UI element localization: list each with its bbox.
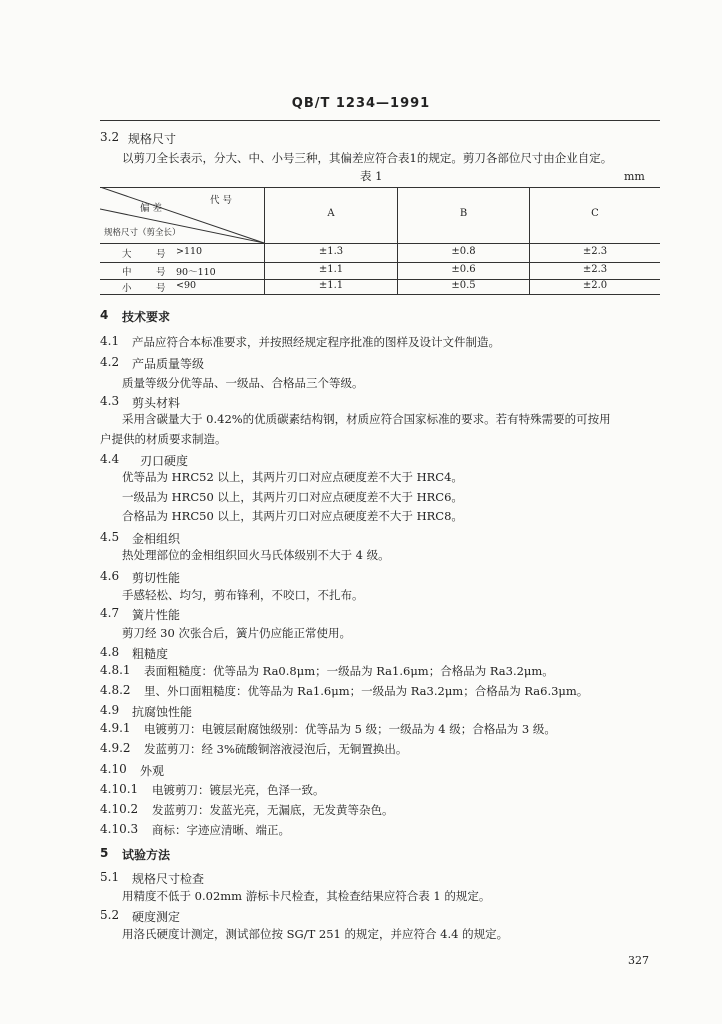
table-cell: ±2.3: [582, 264, 608, 275]
table-cell: ±0.8: [451, 246, 476, 257]
s44-line3: 合格品为 HRC50 以上，其两片刃口对应点硬度差不大于 HRC8。: [122, 509, 463, 523]
s51-title: 规格尺寸检查: [132, 872, 205, 886]
table-title: 表 1: [360, 169, 383, 183]
s42-title: 产品质量等级: [132, 357, 205, 371]
s45-title: 金相组织: [132, 532, 181, 546]
s43-title: 剪头材料: [132, 396, 181, 410]
s46-text: 手感轻松、均匀，剪布锋利，不咬口，不扎布。: [122, 588, 364, 602]
s47-title: 簧片性能: [132, 608, 181, 622]
s4101-num: 4.10.1: [100, 782, 139, 796]
s52-num: 5.2: [100, 908, 120, 922]
s51-text: 用精度不低于 0.02mm 游标卡尺检查，其检查结果应符合表 1 的规定。: [122, 889, 491, 903]
table-row-range: <90: [176, 280, 197, 291]
sec32-title: 规格尺寸: [128, 132, 177, 146]
s49-num: 4.9: [100, 703, 120, 717]
page-number: 327: [628, 954, 649, 967]
s492-num: 4.9.2: [100, 741, 131, 755]
table-header-size: 规格尺寸（剪全长）: [104, 228, 181, 238]
s46-num: 4.6: [100, 569, 120, 583]
table-row-hao: 号: [156, 267, 166, 278]
table-row-border: [100, 262, 660, 263]
table-cell: ±1.3: [318, 246, 344, 257]
s4101-text: 电镀剪刀：镀层光亮，色泽一致。: [152, 783, 325, 797]
table-cell: ±2.3: [582, 246, 608, 257]
table-unit: mm: [624, 170, 645, 183]
s4102-num: 4.10.2: [100, 802, 139, 816]
s410-num: 4.10: [100, 762, 127, 776]
table-row-hao: 号: [156, 283, 166, 294]
s42-text: 质量等级分优等品、一级品、合格品三个等级。: [122, 376, 364, 390]
table-cell: ±1.1: [318, 280, 344, 291]
table-cell: ±0.5: [451, 280, 476, 291]
s482-text: 里、外口面粗糙度：优等品为 Ra1.6μm；一级品为 Ra3.2μm；合格品为 Ra6.3μm。: [144, 684, 589, 698]
s44-line1: 优等品为 HRC52 以上，其两片刃口对应点硬度差不大于 HRC4。: [122, 470, 463, 484]
s49-title: 抗腐蚀性能: [132, 705, 193, 719]
sec32-text: 以剪刀全长表示，分大、中、小号三种，其偏差应符合表1的规定。剪刀各部位尺寸由企业自定。: [122, 151, 613, 165]
table-col-a: A: [327, 208, 335, 219]
s492-text: 发蓝剪刀：经 3%硫酸铜溶液浸泡后，无铜置换出。: [144, 742, 408, 756]
sec5-title: 试验方法: [122, 848, 171, 862]
s45-text: 热处理部位的金相组织回火马氏体级别不大于 4 级。: [122, 548, 390, 562]
s47-num: 4.7: [100, 606, 120, 620]
s43-line2: 户提供的材质要求制造。: [100, 432, 227, 446]
s48-title: 粗糙度: [132, 647, 169, 661]
table-cell: ±2.0: [582, 280, 608, 291]
table-row-size: 大: [122, 249, 132, 260]
table-cell: ±1.1: [318, 264, 344, 275]
s48-num: 4.8: [100, 645, 120, 659]
s491-text: 电镀剪刀：电镀层耐腐蚀级别：优等品为 5 级；一级品为 4 级；合格品为 3 级。: [144, 722, 556, 736]
s481-text: 表面粗糙度：优等品为 Ra0.8μm；一级品为 Ra1.6μm；合格品为 Ra3.2μm。: [144, 664, 554, 678]
table-header-code: 代 号: [210, 195, 233, 206]
table-col-border: [397, 187, 398, 294]
table-cell: ±0.6: [451, 264, 476, 275]
s41-num: 4.1: [100, 334, 120, 348]
s4103-num: 4.10.3: [100, 822, 139, 836]
sec4-title: 技术要求: [122, 310, 171, 324]
s41-text: 产品应符合本标准要求，并按照经规定程序批准的图样及设计文件制造。: [132, 335, 500, 349]
s4103-text: 商标：字迹应清晰、端正。: [152, 823, 290, 837]
s43-line1: 采用含碳量大于 0.42%的优质碳素结构钢，材质应符合国家标准的要求。若有特殊需要的可按用: [122, 412, 611, 426]
s4102-text: 发蓝剪刀：发蓝光亮，无漏底，无发黄等杂色。: [152, 803, 394, 817]
table-row-range: 90～110: [176, 267, 216, 278]
s47-text: 剪刀经 30 次张合后，簧片仍应能正常使用。: [122, 626, 351, 640]
standard-header: QB/T 1234—1991: [291, 96, 431, 111]
s44-line2: 一级品为 HRC50 以上，其两片刃口对应点硬度差不大于 HRC6。: [122, 490, 463, 504]
table-bottom-border: [100, 294, 660, 295]
table-row-hao: 号: [156, 249, 166, 260]
table-col-b: B: [459, 208, 468, 219]
table-row-size: 小: [122, 283, 132, 294]
sec5-num: 5: [100, 846, 109, 860]
sec32-num: 3.2: [100, 130, 120, 144]
table-row-range: >110: [176, 246, 203, 257]
s482-num: 4.8.2: [100, 683, 131, 697]
s410-title: 外观: [140, 764, 165, 778]
s52-text: 用洛氏硬度计测定，测试部位按 SG/T 251 的规定，并应符合 4.4 的规定。: [122, 927, 509, 941]
header-rule: [100, 120, 660, 121]
s44-title: 刃口硬度: [140, 454, 189, 468]
table-col-c: C: [591, 208, 599, 219]
s51-num: 5.1: [100, 870, 120, 884]
sec4-num: 4: [100, 308, 109, 322]
s491-num: 4.9.1: [100, 721, 131, 735]
table-col-border: [529, 187, 530, 294]
table-header-deviation: 偏 差: [140, 203, 163, 214]
s46-title: 剪切性能: [132, 571, 181, 585]
s52-title: 硬度测定: [132, 910, 181, 924]
s42-num: 4.2: [100, 355, 120, 369]
s44-num: 4.4: [100, 452, 120, 466]
s481-num: 4.8.1: [100, 663, 131, 677]
s45-num: 4.5: [100, 530, 120, 544]
table-row-size: 中: [122, 267, 132, 278]
s43-num: 4.3: [100, 394, 120, 408]
